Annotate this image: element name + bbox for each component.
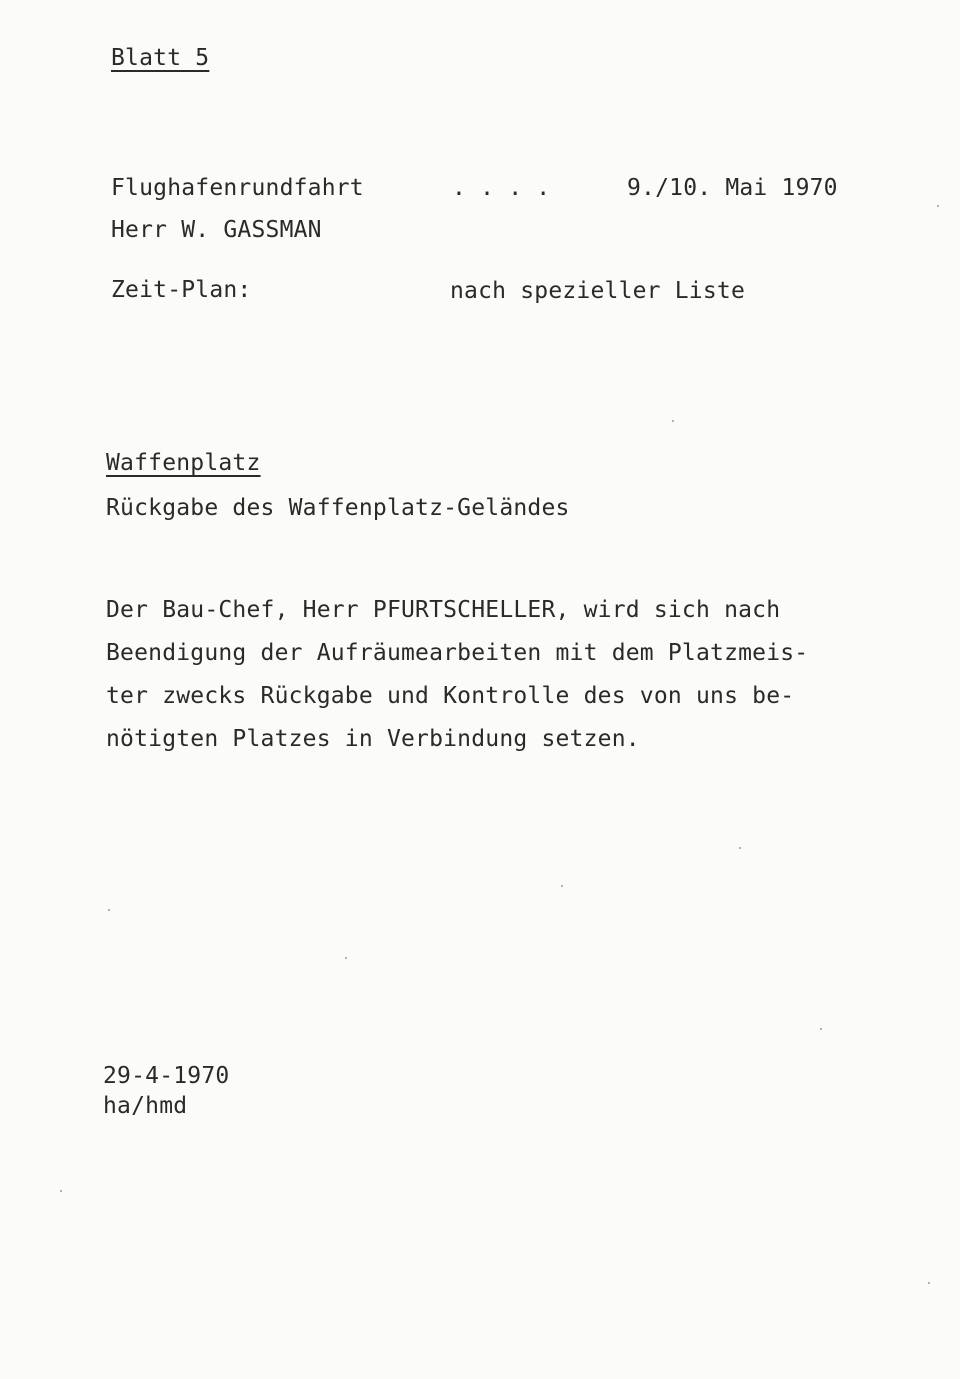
section-subheading: Rückgabe des Waffenplatz-Geländes [106, 495, 570, 521]
paper-speck [928, 1282, 930, 1284]
section-heading: Waffenplatz [106, 450, 261, 476]
body-line: Beendigung der Aufräumearbeiten mit dem Platzmeis- [106, 640, 809, 666]
body-line: nötigten Platzes in Verbindung setzen. [106, 726, 640, 752]
footer-date: 29-4-1970 [103, 1063, 230, 1089]
person-name: Herr W. GASSMAN [111, 217, 322, 243]
footer-initials: ha/hmd [103, 1093, 188, 1119]
event-date: 9./10. Mai 1970 [627, 175, 838, 201]
event-dots: . . . . [452, 175, 551, 201]
paper-speck [108, 909, 110, 911]
body-line: Der Bau-Chef, Herr PFURTSCHELLER, wird sich nach [106, 597, 781, 623]
sheet-number: Blatt 5 [111, 45, 210, 71]
paper-speck [739, 847, 741, 849]
paper-speck [60, 1190, 62, 1192]
paper-speck [820, 1028, 822, 1030]
schedule-value: nach spezieller Liste [450, 278, 745, 304]
paper-speck [345, 957, 347, 959]
paper-speck [672, 420, 674, 422]
paper-speck [561, 885, 563, 887]
schedule-label: Zeit-Plan: [111, 277, 252, 303]
event-label: Flughafenrundfahrt [111, 175, 364, 201]
body-line: ter zwecks Rückgabe und Kontrolle des von uns be- [106, 683, 795, 709]
paper-speck [937, 205, 939, 207]
